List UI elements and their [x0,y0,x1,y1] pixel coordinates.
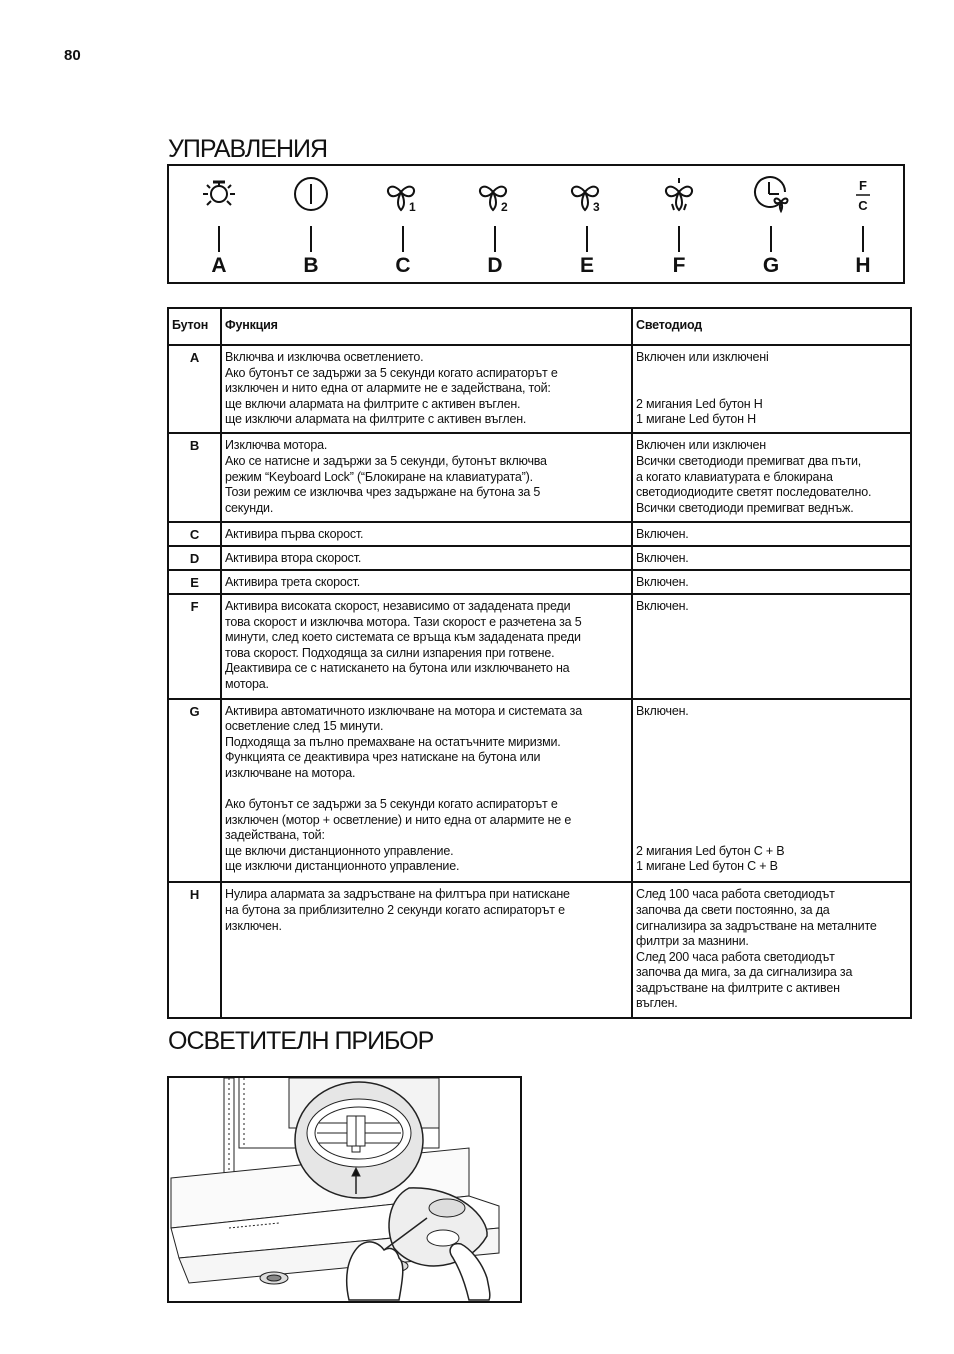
fan-speed-2-icon [475,174,515,218]
led-line: 1 мигане Led бутон C + B [636,859,778,874]
led-line [636,750,907,766]
row-key: A [168,345,221,433]
function-line [225,781,628,797]
row-key: F [168,594,221,698]
fan-speed-3-icon [567,174,607,218]
function-line: изключване на мотора. [225,765,356,780]
led-line [636,719,907,735]
led-line: светодиодиодите светят последователно. [636,485,872,500]
function-line: задействана, той: [225,828,325,843]
function-line: Подходяща за пълно премахване на остатъчните миризми. [225,734,561,749]
led-line: Включен. [636,574,689,589]
filter-bottom-letter: C [858,198,868,213]
table-row [168,345,911,433]
control-letter: C [395,254,411,277]
led-line: започва да мига, за да сигнализира за [636,965,853,980]
row-key: B [168,433,221,521]
row-key: H [168,882,221,1018]
page-number: 80 [64,47,81,64]
function-line: изключен (мотор + осветление) и нито една от алармите не е [225,812,572,827]
controls-panel [167,164,905,284]
light-bulb-icon [199,174,239,218]
row-led [632,546,911,570]
control-c [373,166,433,284]
function-line: Активира автоматичното изключване на мотора и системата за [225,703,582,718]
row-function [221,546,632,570]
row-function [221,699,632,883]
table-row [168,882,911,1018]
control-b [281,166,341,284]
row-key: D [168,546,221,570]
control-letter: E [579,254,594,277]
led-line: Включен. [636,526,689,541]
led-line: а когато клавиатурата е блокирана [636,469,833,484]
row-led [632,522,911,546]
row-function [221,522,632,546]
led-line: започва да свети постоянно, за да [636,902,830,917]
control-h [833,166,893,284]
row-led [632,699,911,883]
function-line: това скорост и изключва мотора. Тази скорост е разчетена за 5 [225,614,582,629]
lamp-title: ОСВЕТИТЕЛН ПРИБОР [168,1027,434,1055]
function-line: Ако се натисне и задържи за 5 секунди, бутонът включва [225,453,547,468]
led-line: Включен или изключен [636,438,766,453]
led-line: Включен. [636,703,689,718]
control-letter: D [487,254,503,277]
led-line: Всички светодиоди премигват веднъж. [636,500,854,515]
function-line: режим “Keyboard Lock” (“Блокиране на клавиатурата”). [225,469,533,484]
function-line: Деактивира се с натискането на бутона или изключването на [225,661,570,676]
function-line: на бутона за приблизително 2 секунди когато аспираторът е [225,902,565,917]
function-line: Активира високата скорост, независимо от зададената преди [225,599,571,614]
control-letter: G [762,254,780,277]
function-line: Включва и изключва осветлението. [225,350,424,364]
row-function [221,594,632,698]
row-function [221,570,632,594]
table-row [168,570,911,594]
row-key: G [168,699,221,883]
led-line: задръстване на филтрите с активен [636,980,840,995]
led-line [636,381,907,397]
function-line: ще включи алармата на филтрите с активен въглен. [225,396,521,411]
filter-top-letter: F [859,178,867,193]
led-line [636,781,907,797]
row-key: C [168,522,221,546]
control-letter: A [211,254,227,277]
function-line: Нулира алармата за задръстване на филтъра при натискане [225,887,570,902]
row-led [632,433,911,521]
header-led: Светодиод [632,308,911,345]
function-line: минути, след което системата се връща към зададената преди [225,630,581,645]
function-line: ще изключи алармата на филтрите с активен въглен. [225,412,527,427]
led-line [636,797,907,813]
control-d [465,166,525,284]
led-line: След 200 часа работа светодиодът [636,949,835,964]
function-line: секунди. [225,500,274,515]
control-letter: B [303,254,319,277]
functions-table [167,307,912,1019]
row-function [221,882,632,1018]
timer-fan-icon [751,174,791,218]
control-letter: F [672,254,686,277]
function-line: Ако бутонът се задържи за 5 секунди когато аспираторът е [225,797,558,812]
led-line: въглен. [636,996,678,1011]
control-a [189,166,249,284]
function-line: изключен и нито една от алармите не е задействана, той: [225,381,551,396]
fan-speed-1-icon [383,174,423,218]
function-line: мотора. [225,677,269,692]
row-led [632,570,911,594]
function-line: ще изключи дистанционното управление. [225,859,460,874]
function-line: Активира трета скорост. [225,574,361,589]
led-line [636,366,907,382]
svg-text:1: 1 [409,200,416,214]
led-line: 2 мигания Led бутон H [636,396,763,411]
table-row [168,699,911,883]
function-line: осветление след 15 минути. [225,719,384,734]
lamp-replacement-illustration [167,1076,522,1303]
function-line: Функцията се деактивира чрез натискане на бутона или [225,750,541,765]
led-line: 1 мигане Led бутон H [636,412,756,427]
row-led [632,882,911,1018]
row-led [632,345,911,433]
function-line: Изключва мотора. [225,438,328,453]
control-g [741,166,801,284]
header-function: Функция [221,308,632,345]
led-line [636,828,907,844]
control-letter: H [855,254,871,277]
row-function [221,345,632,433]
fan-boost-icon [659,174,699,218]
function-line: Активира първа скорост. [225,526,364,541]
table-row [168,433,911,521]
led-line: филтри за мазнини. [636,934,749,949]
filter-reset-icon [843,174,883,218]
led-line: Включен. [636,599,689,614]
function-line: изключен. [225,918,282,933]
function-line: Ако бутонът се задържи за 5 секунди когато аспираторът е [225,365,558,380]
function-line: ще включи дистанционното управление. [225,843,454,858]
table-header-row [168,308,911,345]
function-line: това скорост. Подходяща за силни изпарения при готвене. [225,645,555,660]
power-icon [291,174,331,218]
svg-text:3: 3 [593,200,600,214]
led-line: Включен. [636,550,689,565]
led-line [636,766,907,782]
led-line [636,735,907,751]
led-line: Всички светодиоди премигват два пъти, [636,453,862,468]
row-function [221,433,632,521]
row-key: E [168,570,221,594]
controls-title: УПРАВЛЕНИЯ [168,135,328,163]
table-row [168,522,911,546]
row-led [632,594,911,698]
led-line: 2 мигания Led бутон C + B [636,843,785,858]
table-row [168,594,911,698]
control-f [649,166,709,284]
function-line: Този режим се изключва чрез задържане на бутона за 5 [225,485,541,500]
table-row [168,546,911,570]
led-line: Включен или изключені [636,350,769,364]
led-line: След 100 часа работа светодиодът [636,887,835,902]
header-button: Бутон [168,308,221,345]
control-e [557,166,617,284]
led-line [636,813,907,829]
led-line: сигнализира за задръстване на металните [636,918,877,933]
svg-text:2: 2 [501,200,508,214]
function-line: Активира втора скорост. [225,550,362,565]
